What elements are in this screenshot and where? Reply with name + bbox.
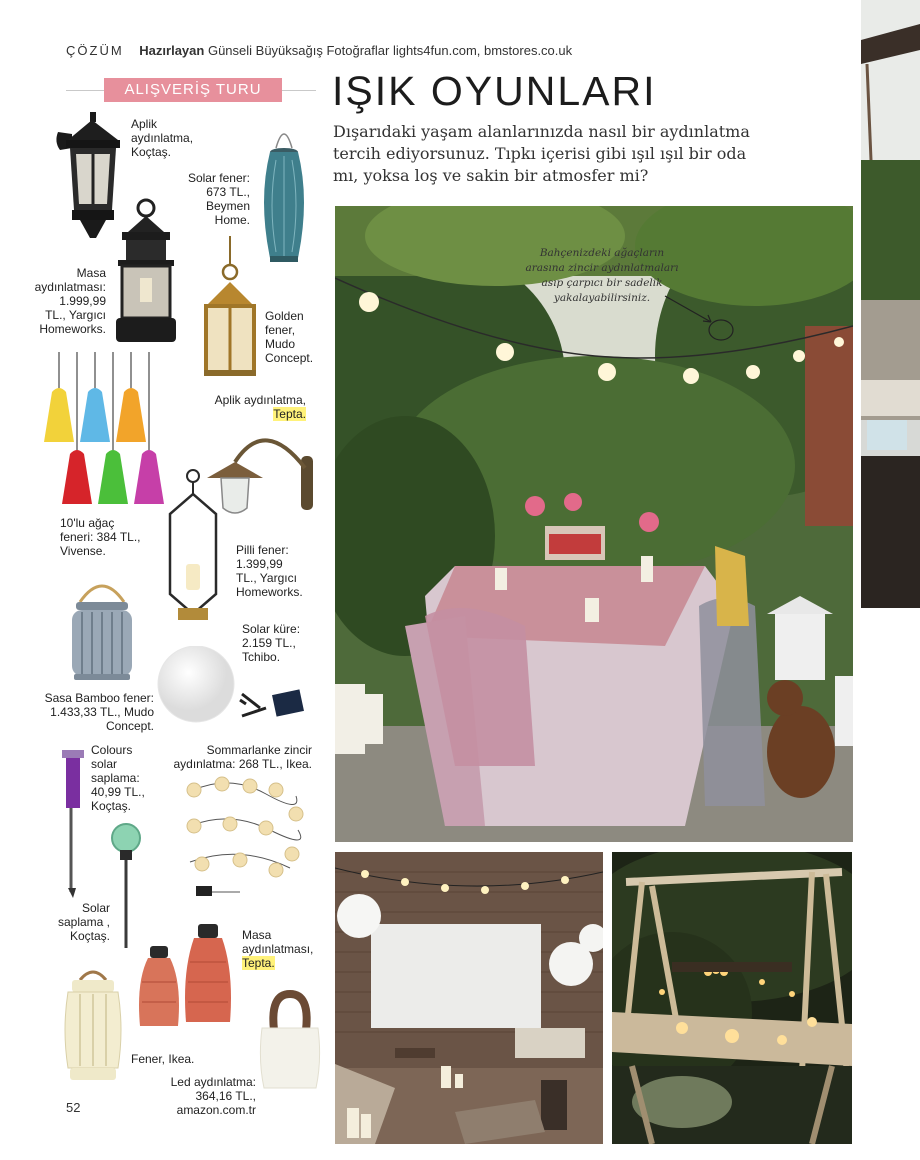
product-label-10: Sommarlanke zincir aydınlatma: 268 TL., Ikea. — [173, 743, 312, 771]
product-label-6: Pilli fener: 1.399,99 TL., Yargıcı Homeworks. — [236, 543, 303, 599]
bamboo-lantern-image — [66, 574, 138, 684]
black-table-lantern-image — [110, 198, 182, 350]
next-page-strip — [861, 0, 920, 608]
section-label: ÇÖZÜM — [66, 43, 124, 58]
led-lamp-image — [258, 990, 324, 1094]
night-dining-photo — [612, 852, 852, 1144]
page-title: IŞIK OYUNLARI — [332, 68, 657, 114]
product-label-12: Masa aydınlatması, Tepta. — [242, 928, 314, 970]
chain-lights-image — [180, 774, 310, 906]
ikea-lantern-image — [62, 966, 124, 1086]
solar-lantern-image — [256, 120, 312, 266]
highlighted-brand: Tepta. — [273, 407, 306, 421]
page-number: 52 — [66, 1100, 81, 1115]
product-label-5: 10'lu ağaç feneri: 384 TL., Vivense. — [60, 516, 141, 558]
product-label-8: Sasa Bamboo fener: 1.433,33 TL., Mudo Concept. — [44, 691, 154, 733]
product-label-3: Golden fener, Mudo Concept. — [265, 309, 314, 365]
photo-caption: Bahçenizdeki ağaçların arasına zincir aydınlatmaları asıp çarpıcı bir sadelik yakalayabilirsiniz. — [525, 247, 679, 304]
battery-lantern-image — [164, 468, 222, 624]
product-label-11: Solar saplama , Koçtaş. — [57, 901, 110, 943]
colored-pendant-lights-image — [44, 352, 169, 508]
intro-text: Dışarıdaki yaşam alanlarınızda nasıl bir aydınlatma tercih ediyorsunuz. Tıpkı içerisi gibi ışıl ışıl bir oda mı, yoksa loş ve sakin bir atmosfer mi? — [333, 122, 750, 185]
product-label-14: Led aydınlatma: 364,16 TL., amazon.com.tr — [170, 1075, 256, 1117]
credit-text: Günseli Büyüksağış Fotoğraflar lights4fun.com, bmstores.co.uk — [207, 43, 573, 58]
product-label-4: Aplik aydınlatma, Tepta. — [214, 393, 306, 421]
orange-table-lamps-image — [134, 922, 238, 1034]
product-label-9: Colours solar saplama: 40,99 TL., Koçtaş. — [91, 743, 145, 813]
projector-garden-photo — [335, 852, 603, 1144]
golden-lantern-image — [200, 236, 260, 378]
product-label-7: Solar küre: 2.159 TL., Tchibo. — [242, 622, 301, 664]
product-label-1: Solar fener: 673 TL., Beymen Home. — [187, 171, 250, 227]
product-label-2: Masa aydınlatması: 1.999,99 TL., Yargıcı Homeworks. — [34, 266, 106, 336]
page-header — [66, 43, 572, 58]
product-label-13: Fener, Ikea. — [131, 1052, 195, 1066]
credit-prefix: Hazırlayan — [139, 43, 205, 58]
section-tag: ALIŞVERİŞ TURU — [104, 78, 282, 102]
product-label-0: Aplik aydınlatma, Koçtaş. — [131, 117, 194, 159]
purple-solar-stake-image — [58, 748, 88, 898]
highlighted-brand: Tepta. — [242, 956, 275, 970]
